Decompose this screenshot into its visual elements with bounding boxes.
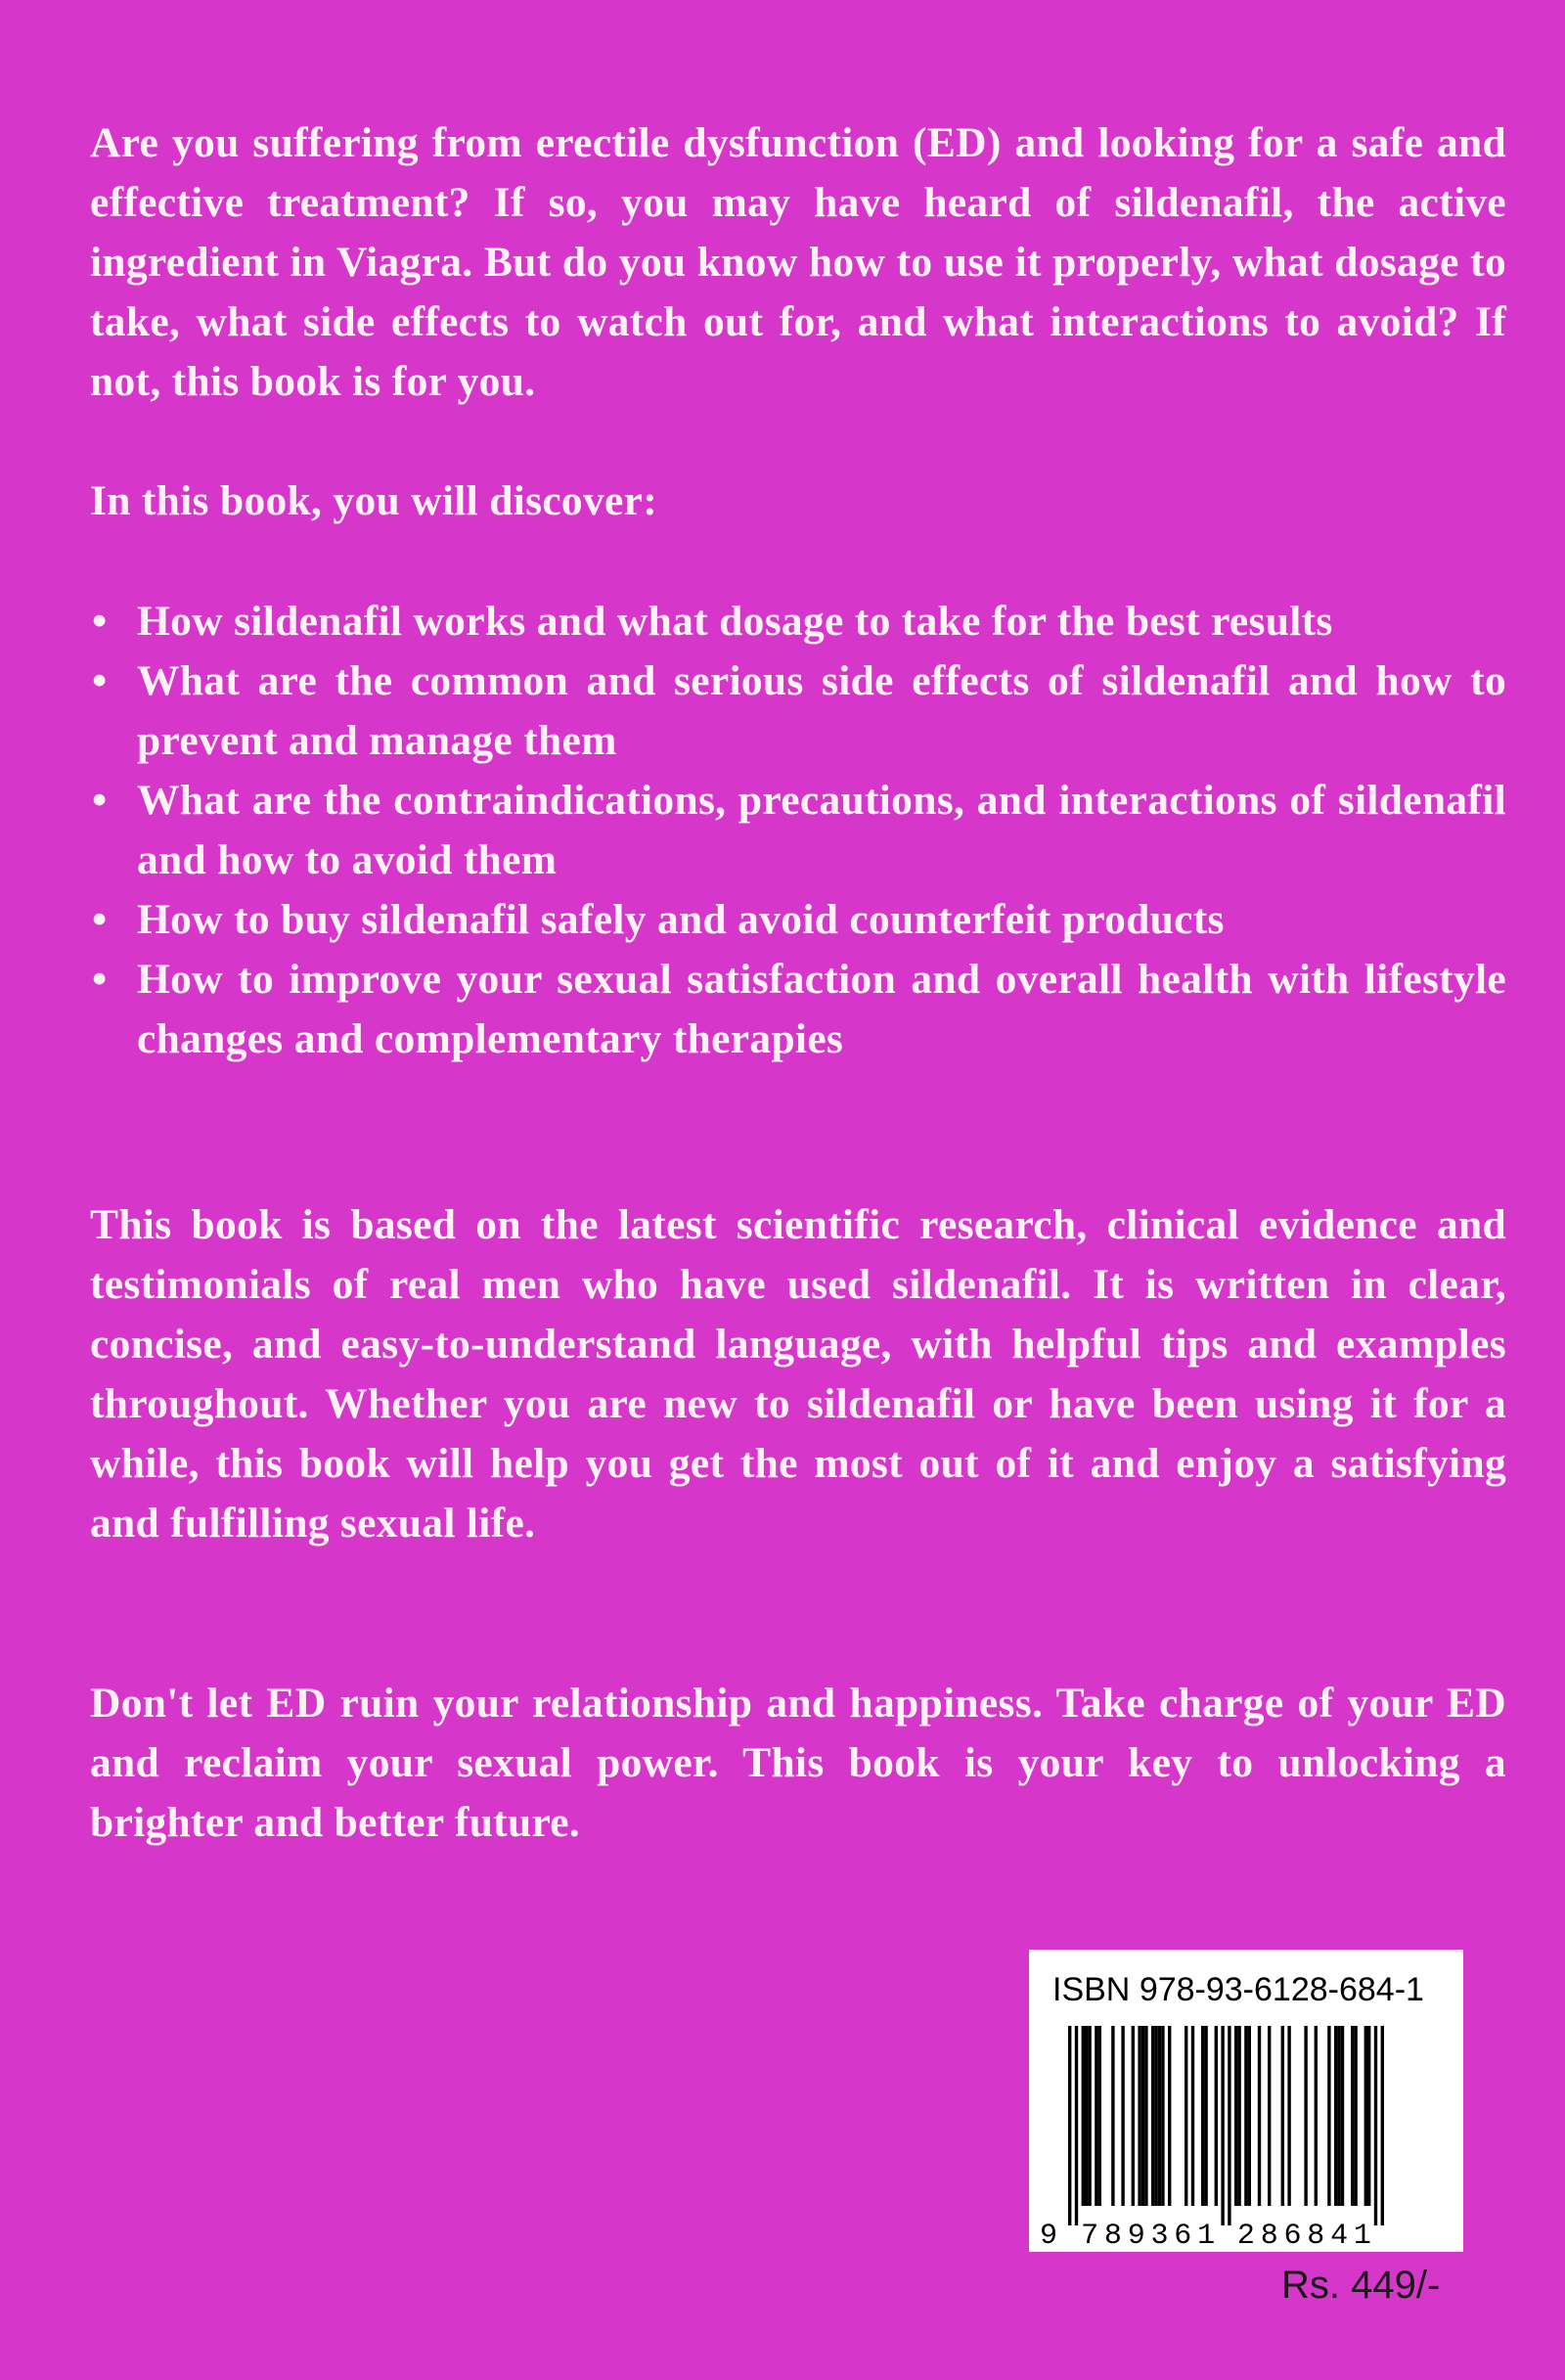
- barcode-bar: [1185, 2026, 1187, 2206]
- barcode-bar: [1337, 2026, 1340, 2206]
- barcode-digit: 8: [1260, 2220, 1278, 2252]
- discover-heading: [90, 472, 1506, 531]
- barcode-bar: [1141, 2026, 1144, 2206]
- barcode-digit: 9: [1127, 2220, 1145, 2252]
- barcode-bar: [1244, 2026, 1247, 2206]
- body-text: This book is based on the latest scientific research, clinical evidence and testimonials of real men who have used sildenafil. It is written in clear, concise, and easy-to-understand language, with helpful tips and examples throughout. Whether you are new to sildenafil or have been using it for a while, this book will help you get the most out of it and enjoy a satisfying and fulfilling sexual life.: [90, 1201, 1506, 1547]
- isbn-barcode-panel: [1029, 1950, 1463, 2252]
- barcode-bar: [1151, 2026, 1154, 2206]
- barcode-bar: [1215, 2026, 1218, 2206]
- barcode-digit: 7: [1081, 2220, 1099, 2252]
- barcode-bar: [1095, 2026, 1097, 2206]
- bullet-icon: •: [92, 598, 108, 645]
- barcode-bar: [1204, 2026, 1207, 2206]
- isbn-prefix: ISBN: [1052, 1971, 1131, 2008]
- barcode-digit: 6: [1283, 2220, 1302, 2252]
- barcode-bar: [1158, 2026, 1161, 2206]
- intro-paragraph: [90, 113, 1506, 412]
- barcode-bar: [1354, 2026, 1357, 2206]
- barcode-bar: [1334, 2026, 1337, 2206]
- bullet-icon: •: [92, 657, 108, 704]
- barcode-bar: [1191, 2026, 1194, 2206]
- barcode-digit: 3: [1150, 2220, 1169, 2252]
- list-item: [90, 950, 1506, 1069]
- barcode-guard-bar: [1075, 2026, 1078, 2225]
- barcode-guard-bar: [1068, 2026, 1071, 2225]
- barcode-digit: 8: [1307, 2220, 1325, 2252]
- barcode-bar: [1138, 2026, 1140, 2206]
- bullet-icon: •: [92, 956, 108, 1003]
- barcode-bar: [1121, 2026, 1124, 2206]
- list-item-text: How sildenafil works and what dosage to take for the best results: [137, 598, 1333, 645]
- barcode-bar: [1268, 2026, 1271, 2206]
- bullet-icon: •: [92, 896, 108, 943]
- barcode-bar: [1367, 2026, 1370, 2206]
- closing-paragraph: [90, 1674, 1506, 1853]
- barcode-bar: [1281, 2026, 1284, 2206]
- barcode-bar: [1234, 2026, 1237, 2206]
- barcode-bar: [1201, 2026, 1204, 2206]
- list-item: [90, 890, 1506, 950]
- barcode-bar: [1085, 2026, 1088, 2206]
- barcode-bar: [1237, 2026, 1240, 2206]
- barcode-bar: [1248, 2026, 1251, 2206]
- barcode-bar: [1098, 2026, 1101, 2206]
- bullet-list: [90, 592, 1506, 1069]
- price-label: Rs. 449/-: [1281, 2264, 1441, 2307]
- barcode-bar: [1315, 2026, 1318, 2206]
- barcode-digit: 2: [1236, 2220, 1255, 2252]
- barcode-bar: [1341, 2026, 1344, 2206]
- closing-text: Don't let ED ruin your relationship and happiness. Take charge of your ED and reclaim your sexual power. This book is your key to unlocking a brighter and better future.: [90, 1680, 1506, 1846]
- list-item-text: What are the contraindications, precautions, and interactions of sildenafil and how to avoid them: [137, 777, 1506, 883]
- barcode-bar: [1154, 2026, 1157, 2206]
- barcode-bar: [1287, 2026, 1290, 2206]
- barcode-bar: [1168, 2026, 1171, 2206]
- body-paragraph: [90, 1195, 1506, 1553]
- list-item-text: How to buy sildenafil safely and avoid counterfeit products: [137, 896, 1225, 943]
- barcode-bar: [1351, 2026, 1354, 2206]
- list-item-text: How to improve your sexual satisfaction and overall health with lifestyle changes and complementary therapies: [137, 956, 1506, 1062]
- barcode-bar: [1111, 2026, 1114, 2206]
- list-item: [90, 771, 1506, 890]
- barcode-image: [1029, 1950, 1463, 2252]
- barcode-digit: 6: [1174, 2220, 1192, 2252]
- list-item: [90, 592, 1506, 651]
- barcode-bar: [1258, 2026, 1261, 2206]
- barcode-bar: [1161, 2026, 1164, 2206]
- bullet-icon: •: [92, 777, 108, 824]
- barcode-bar: [1132, 2026, 1135, 2206]
- barcode-bar: [1144, 2026, 1147, 2206]
- barcode-guard-bar: [1381, 2026, 1384, 2225]
- barcode-guard-bar: [1374, 2026, 1377, 2225]
- barcode-digit: 1: [1197, 2220, 1216, 2252]
- barcode-digit: 4: [1330, 2220, 1349, 2252]
- barcode-digit: 9: [1039, 2220, 1058, 2252]
- list-item: [90, 651, 1506, 771]
- barcode-bar: [1088, 2026, 1091, 2206]
- barcode-bar: [1364, 2026, 1367, 2206]
- barcode-guard-bar: [1228, 2026, 1230, 2225]
- barcode-digit: 8: [1103, 2220, 1122, 2252]
- discover-heading-text: In this book, you will discover:: [90, 477, 658, 524]
- intro-text: Are you suffering from erectile dysfunction (ED) and looking for a safe and effective treatment? If so, you may have heard of sildenafil, the active ingredient in Viagra. But do you know how to use it properly, what dosage to take, what side effects to watch out for, and what interactions to avoid? If not, this book is for you.: [90, 119, 1506, 405]
- isbn-number: 978-93-6128-684-1: [1139, 1971, 1424, 2008]
- barcode-bar: [1082, 2026, 1085, 2206]
- bullet-section: [90, 592, 1506, 1069]
- barcode-digit: 1: [1353, 2220, 1371, 2252]
- barcode-bar: [1327, 2026, 1330, 2206]
- barcode-guard-bar: [1221, 2026, 1224, 2225]
- list-item-text: What are the common and serious side effects of sildenafil and how to prevent and manage them: [137, 657, 1506, 764]
- barcode-bar: [1304, 2026, 1307, 2206]
